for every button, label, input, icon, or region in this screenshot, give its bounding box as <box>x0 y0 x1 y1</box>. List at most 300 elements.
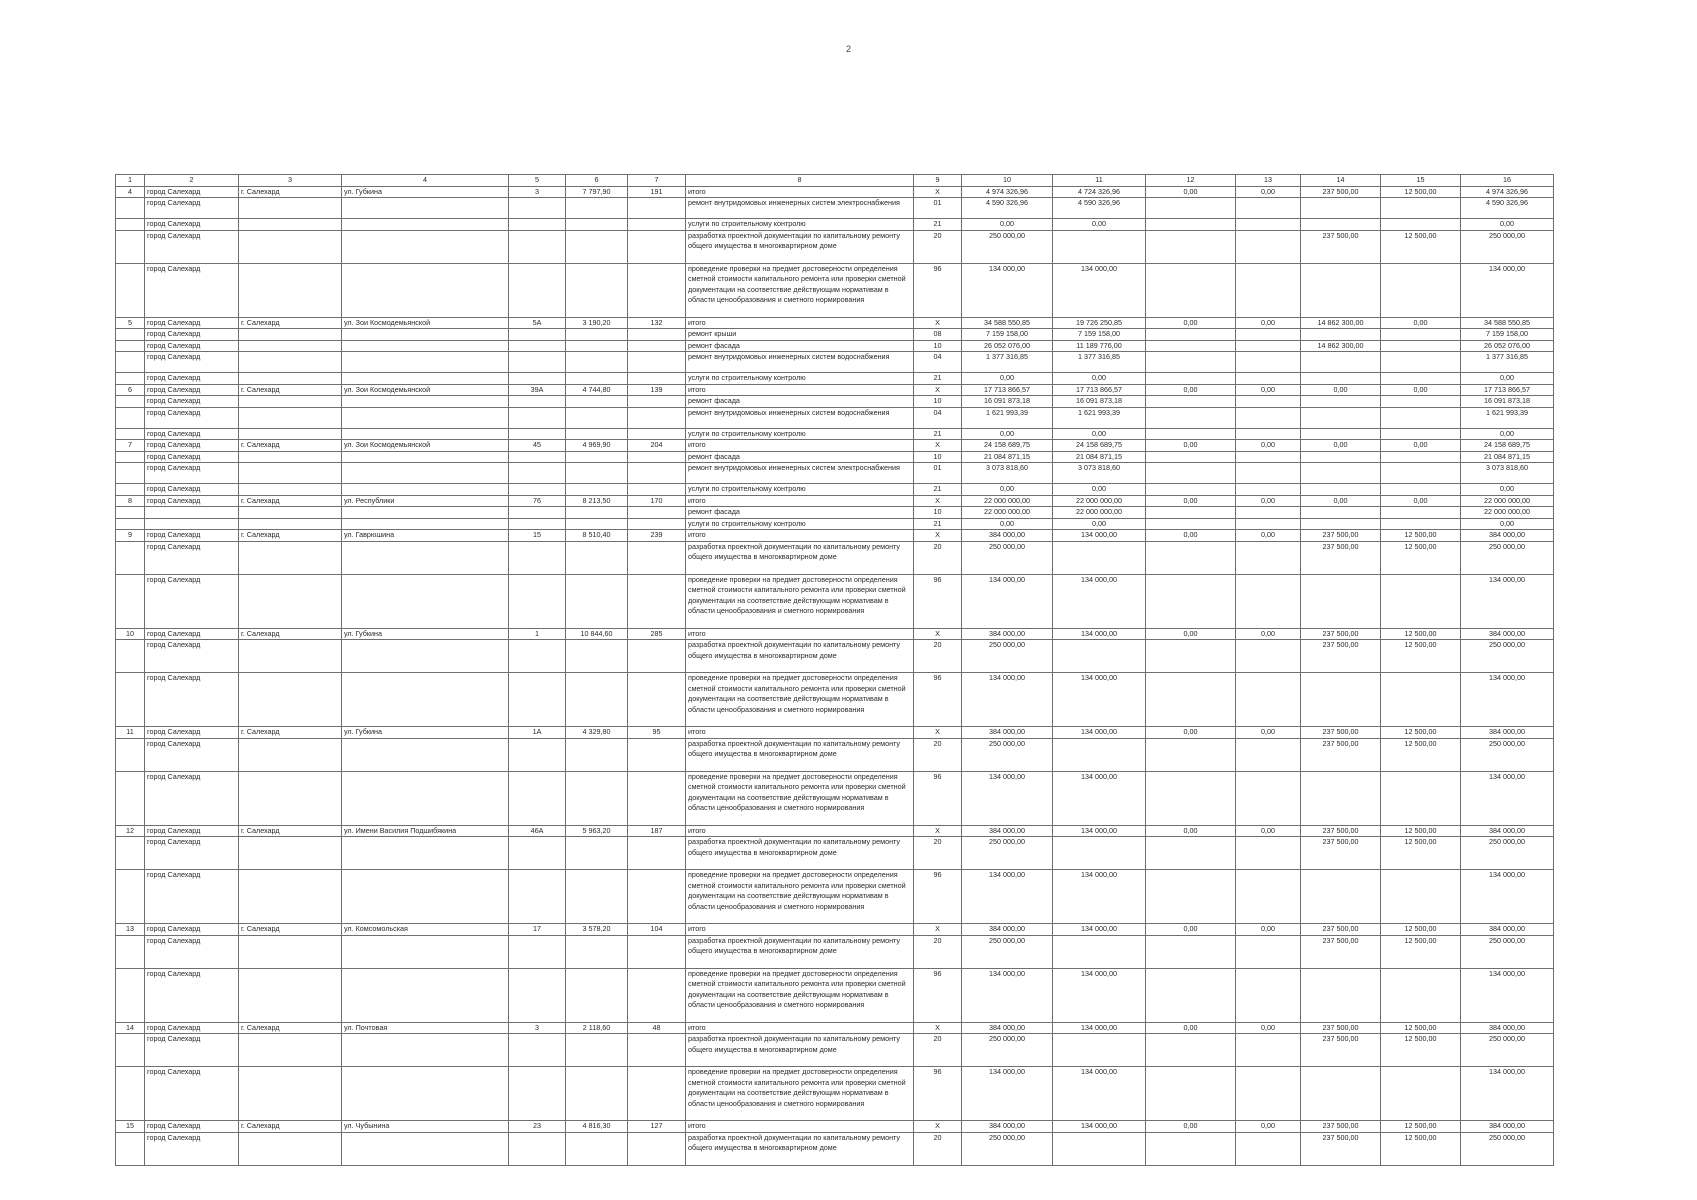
cell-total-cost: 134 000,00 <box>962 968 1053 1022</box>
cell-total-sum: 250 000,00 <box>1461 935 1554 968</box>
cell-budget-ao <box>1146 738 1236 771</box>
cell-municipality: город Салехард <box>145 1034 239 1067</box>
cell-house-number <box>509 541 566 574</box>
cell-work-code: 96 <box>914 1067 962 1121</box>
cell-budget-ao: 0,00 <box>1146 317 1236 329</box>
cell-settlement <box>239 230 342 263</box>
cell-budget-local <box>1236 428 1301 440</box>
cell-municipality: город Салехард <box>145 428 239 440</box>
cell-total-cost: 134 000,00 <box>962 673 1053 727</box>
cell-total-cost: 250 000,00 <box>962 837 1053 870</box>
cell-budget-local <box>1236 507 1301 519</box>
table-row <box>116 507 1554 519</box>
cell-work-type: ремонт фасада <box>686 340 914 352</box>
cell-owners-funds: 237 500,00 <box>1301 186 1381 198</box>
cell-work-type: проведение проверки на предмет достоверности определения сметной стоимости капитального ремонта или проверки сметной документации на соответствие действующим нормативам в области ценообразования и сметного нормирования <box>686 771 914 825</box>
cell-fund-cost: 0,00 <box>1053 484 1146 496</box>
header-cell: 12 <box>1146 175 1236 187</box>
cell-total-sum: 384 000,00 <box>1461 530 1554 542</box>
cell-work-code: X <box>914 530 962 542</box>
cell-total-cost: 7 159 158,00 <box>962 329 1053 341</box>
cell-house-number: 45 <box>509 440 566 452</box>
cell-residents: 191 <box>628 186 686 198</box>
cell-other-funds: 12 500,00 <box>1381 837 1461 870</box>
cell-total-sum: 16 091 873,18 <box>1461 396 1554 408</box>
cell-work-type: итого <box>686 495 914 507</box>
cell-work-code: 21 <box>914 518 962 530</box>
cell-work-code: X <box>914 628 962 640</box>
cell-area: 8 213,50 <box>566 495 628 507</box>
cell-row-number: 5 <box>116 317 145 329</box>
cell-house-number <box>509 219 566 231</box>
table-row <box>116 924 1554 936</box>
header-cell: 14 <box>1301 175 1381 187</box>
cell-work-type: проведение проверки на предмет достоверности определения сметной стоимости капитального ремонта или проверки сметной документации на соответствие действующим нормативам в области ценообразования и сметного нормирования <box>686 968 914 1022</box>
cell-street: ул. Чубынина <box>342 1121 509 1133</box>
cell-owners-funds: 14 862 300,00 <box>1301 340 1381 352</box>
cell-other-funds <box>1381 198 1461 219</box>
cell-total-cost: 384 000,00 <box>962 825 1053 837</box>
cell-residents <box>628 396 686 408</box>
cell-budget-ao: 0,00 <box>1146 384 1236 396</box>
cell-fund-cost: 134 000,00 <box>1053 628 1146 640</box>
cell-budget-local <box>1236 198 1301 219</box>
cell-work-type: разработка проектной документации по капитальному ремонту общего имущества в многоквартирном доме <box>686 837 914 870</box>
cell-budget-ao <box>1146 340 1236 352</box>
cell-residents <box>628 935 686 968</box>
cell-total-sum: 134 000,00 <box>1461 673 1554 727</box>
page-number: 2 <box>845 44 851 54</box>
cell-house-number <box>509 263 566 317</box>
cell-house-number <box>509 837 566 870</box>
cell-other-funds: 12 500,00 <box>1381 727 1461 739</box>
cell-settlement: г. Салехард <box>239 1022 342 1034</box>
cell-budget-local: 0,00 <box>1236 317 1301 329</box>
cell-total-sum: 0,00 <box>1461 373 1554 385</box>
cell-total-sum: 21 084 871,15 <box>1461 451 1554 463</box>
cell-row-number <box>116 640 145 673</box>
cell-area <box>566 541 628 574</box>
cell-work-type: проведение проверки на предмет достоверности определения сметной стоимости капитального ремонта или проверки сметной документации на соответствие действующим нормативам в области ценообразования и сметного нормирования <box>686 1067 914 1121</box>
cell-fund-cost: 19 726 250,85 <box>1053 317 1146 329</box>
cell-owners-funds <box>1301 329 1381 341</box>
header-cell: 4 <box>342 175 509 187</box>
cell-owners-funds: 237 500,00 <box>1301 727 1381 739</box>
cell-total-cost: 0,00 <box>962 518 1053 530</box>
cell-settlement <box>239 541 342 574</box>
cell-municipality: город Салехард <box>145 673 239 727</box>
cell-other-funds: 12 500,00 <box>1381 186 1461 198</box>
cell-total-sum: 17 713 866,57 <box>1461 384 1554 396</box>
cell-settlement <box>239 407 342 428</box>
cell-municipality: город Салехард <box>145 1132 239 1165</box>
cell-total-sum: 134 000,00 <box>1461 263 1554 317</box>
cell-residents <box>628 673 686 727</box>
cell-budget-ao <box>1146 463 1236 484</box>
table-row <box>116 484 1554 496</box>
cell-row-number <box>116 935 145 968</box>
cell-budget-local: 0,00 <box>1236 628 1301 640</box>
cell-residents: 104 <box>628 924 686 936</box>
cell-street <box>342 968 509 1022</box>
cell-budget-ao: 0,00 <box>1146 530 1236 542</box>
cell-budget-local <box>1236 407 1301 428</box>
cell-street <box>342 837 509 870</box>
cell-fund-cost: 134 000,00 <box>1053 727 1146 739</box>
cell-work-type: разработка проектной документации по капитальному ремонту общего имущества в многоквартирном доме <box>686 1034 914 1067</box>
cell-fund-cost: 21 084 871,15 <box>1053 451 1146 463</box>
cell-total-cost: 384 000,00 <box>962 1121 1053 1133</box>
cell-other-funds <box>1381 968 1461 1022</box>
cell-total-sum: 384 000,00 <box>1461 628 1554 640</box>
cell-work-type: итого <box>686 440 914 452</box>
cell-area <box>566 396 628 408</box>
table-row <box>116 870 1554 924</box>
cell-work-code: X <box>914 825 962 837</box>
cell-house-number <box>509 1034 566 1067</box>
cell-row-number <box>116 219 145 231</box>
cell-budget-ao <box>1146 407 1236 428</box>
cell-municipality: город Салехард <box>145 727 239 739</box>
cell-settlement <box>239 574 342 628</box>
cell-municipality: город Салехард <box>145 384 239 396</box>
cell-municipality: город Салехард <box>145 340 239 352</box>
cell-row-number <box>116 541 145 574</box>
cell-residents: 127 <box>628 1121 686 1133</box>
cell-settlement <box>239 329 342 341</box>
cell-street <box>342 507 509 519</box>
cell-street: ул. Зои Космодемьянской <box>342 384 509 396</box>
cell-owners-funds <box>1301 507 1381 519</box>
cell-area: 7 797,90 <box>566 186 628 198</box>
cell-settlement: г. Салехард <box>239 186 342 198</box>
cell-budget-ao <box>1146 1132 1236 1165</box>
cell-area <box>566 484 628 496</box>
cell-residents <box>628 968 686 1022</box>
cell-budget-local <box>1236 968 1301 1022</box>
table-row <box>116 186 1554 198</box>
cell-municipality: город Салехард <box>145 1121 239 1133</box>
cell-street: ул. Гаврюшина <box>342 530 509 542</box>
cell-other-funds: 0,00 <box>1381 495 1461 507</box>
cell-row-number <box>116 673 145 727</box>
cell-work-code: 20 <box>914 541 962 574</box>
cell-area <box>566 428 628 440</box>
cell-house-number <box>509 771 566 825</box>
cell-street <box>342 463 509 484</box>
cell-work-type: ремонт фасада <box>686 451 914 463</box>
cell-house-number <box>509 451 566 463</box>
cell-fund-cost: 0,00 <box>1053 219 1146 231</box>
capital-repair-table <box>115 174 1554 1166</box>
cell-total-cost: 1 377 316,85 <box>962 352 1053 373</box>
cell-budget-local <box>1236 352 1301 373</box>
cell-settlement <box>239 738 342 771</box>
cell-budget-local <box>1236 396 1301 408</box>
cell-area <box>566 1067 628 1121</box>
cell-house-number <box>509 198 566 219</box>
cell-work-code: 04 <box>914 352 962 373</box>
cell-budget-ao <box>1146 771 1236 825</box>
cell-owners-funds <box>1301 451 1381 463</box>
cell-budget-local <box>1236 219 1301 231</box>
cell-settlement: г. Салехард <box>239 317 342 329</box>
cell-municipality: город Салехард <box>145 186 239 198</box>
cell-other-funds <box>1381 340 1461 352</box>
cell-house-number <box>509 1067 566 1121</box>
cell-settlement <box>239 428 342 440</box>
cell-other-funds <box>1381 507 1461 519</box>
header-cell: 15 <box>1381 175 1461 187</box>
cell-total-cost: 4 974 326,96 <box>962 186 1053 198</box>
cell-owners-funds <box>1301 396 1381 408</box>
cell-owners-funds: 0,00 <box>1301 440 1381 452</box>
table-row <box>116 1067 1554 1121</box>
cell-street: ул. Имени Василия Подшибякина <box>342 825 509 837</box>
cell-budget-ao <box>1146 673 1236 727</box>
cell-work-code: X <box>914 186 962 198</box>
cell-house-number <box>509 1132 566 1165</box>
cell-budget-ao: 0,00 <box>1146 186 1236 198</box>
cell-street <box>342 230 509 263</box>
cell-municipality: город Салехард <box>145 541 239 574</box>
cell-budget-local <box>1236 640 1301 673</box>
cell-work-code: 01 <box>914 198 962 219</box>
cell-residents: 239 <box>628 530 686 542</box>
cell-fund-cost: 22 000 000,00 <box>1053 495 1146 507</box>
cell-total-cost: 16 091 873,18 <box>962 396 1053 408</box>
cell-house-number <box>509 870 566 924</box>
cell-fund-cost: 11 189 776,00 <box>1053 340 1146 352</box>
cell-house-number <box>509 935 566 968</box>
cell-fund-cost: 24 158 689,75 <box>1053 440 1146 452</box>
cell-row-number <box>116 329 145 341</box>
cell-total-sum: 250 000,00 <box>1461 640 1554 673</box>
cell-other-funds: 0,00 <box>1381 317 1461 329</box>
cell-budget-ao <box>1146 518 1236 530</box>
cell-other-funds: 0,00 <box>1381 384 1461 396</box>
cell-owners-funds <box>1301 428 1381 440</box>
cell-house-number <box>509 230 566 263</box>
cell-area <box>566 373 628 385</box>
cell-budget-local <box>1236 340 1301 352</box>
cell-street: ул. Зои Космодемьянской <box>342 440 509 452</box>
cell-house-number <box>509 738 566 771</box>
cell-owners-funds: 237 500,00 <box>1301 530 1381 542</box>
cell-row-number: 6 <box>116 384 145 396</box>
cell-total-cost: 17 713 866,57 <box>962 384 1053 396</box>
cell-total-sum: 0,00 <box>1461 428 1554 440</box>
cell-total-sum: 3 073 818,60 <box>1461 463 1554 484</box>
cell-work-code: 96 <box>914 673 962 727</box>
cell-settlement <box>239 340 342 352</box>
cell-budget-local: 0,00 <box>1236 825 1301 837</box>
cell-other-funds <box>1381 518 1461 530</box>
cell-residents <box>628 738 686 771</box>
cell-total-cost: 384 000,00 <box>962 628 1053 640</box>
cell-owners-funds: 237 500,00 <box>1301 628 1381 640</box>
cell-total-cost: 250 000,00 <box>962 640 1053 673</box>
cell-municipality: город Салехард <box>145 1022 239 1034</box>
cell-municipality: город Салехард <box>145 317 239 329</box>
cell-street: ул. Почтовая <box>342 1022 509 1034</box>
cell-work-code: 20 <box>914 1132 962 1165</box>
cell-other-funds: 12 500,00 <box>1381 738 1461 771</box>
header-cell: 2 <box>145 175 239 187</box>
cell-residents <box>628 1067 686 1121</box>
cell-settlement <box>239 673 342 727</box>
cell-settlement: г. Салехард <box>239 825 342 837</box>
cell-work-code: 96 <box>914 263 962 317</box>
header-cell: 3 <box>239 175 342 187</box>
cell-area <box>566 1132 628 1165</box>
cell-work-type: итого <box>686 384 914 396</box>
cell-work-type: разработка проектной документации по капитальному ремонту общего имущества в многоквартирном доме <box>686 935 914 968</box>
cell-row-number <box>116 396 145 408</box>
cell-total-sum: 0,00 <box>1461 518 1554 530</box>
cell-fund-cost <box>1053 1034 1146 1067</box>
cell-municipality <box>145 518 239 530</box>
table-row <box>116 825 1554 837</box>
cell-municipality: город Салехард <box>145 825 239 837</box>
cell-total-sum: 22 000 000,00 <box>1461 507 1554 519</box>
cell-settlement <box>239 373 342 385</box>
cell-total-sum: 134 000,00 <box>1461 771 1554 825</box>
cell-work-code: X <box>914 384 962 396</box>
cell-work-type: итого <box>686 1121 914 1133</box>
cell-fund-cost <box>1053 738 1146 771</box>
cell-total-cost: 384 000,00 <box>962 530 1053 542</box>
cell-row-number <box>116 263 145 317</box>
cell-total-cost: 250 000,00 <box>962 1034 1053 1067</box>
cell-total-sum: 384 000,00 <box>1461 825 1554 837</box>
cell-row-number <box>116 428 145 440</box>
cell-total-sum: 250 000,00 <box>1461 1034 1554 1067</box>
cell-work-code: 01 <box>914 463 962 484</box>
cell-total-sum: 24 158 689,75 <box>1461 440 1554 452</box>
cell-total-cost: 250 000,00 <box>962 935 1053 968</box>
cell-residents: 170 <box>628 495 686 507</box>
cell-other-funds <box>1381 574 1461 628</box>
cell-residents <box>628 263 686 317</box>
table-row <box>116 495 1554 507</box>
cell-area <box>566 935 628 968</box>
cell-work-type: ремонт внутридомовых инженерных систем водоснабжения <box>686 352 914 373</box>
cell-municipality: город Салехард <box>145 530 239 542</box>
cell-house-number <box>509 407 566 428</box>
cell-other-funds <box>1381 870 1461 924</box>
cell-owners-funds <box>1301 1067 1381 1121</box>
cell-street <box>342 484 509 496</box>
cell-work-code: 96 <box>914 574 962 628</box>
cell-area: 4 744,80 <box>566 384 628 396</box>
cell-residents <box>628 373 686 385</box>
cell-budget-local <box>1236 738 1301 771</box>
cell-work-type: ремонт крыши <box>686 329 914 341</box>
cell-budget-ao <box>1146 230 1236 263</box>
cell-settlement <box>239 463 342 484</box>
cell-street <box>342 574 509 628</box>
cell-budget-ao: 0,00 <box>1146 1121 1236 1133</box>
cell-total-sum: 1 377 316,85 <box>1461 352 1554 373</box>
cell-owners-funds <box>1301 198 1381 219</box>
cell-other-funds <box>1381 673 1461 727</box>
cell-residents: 132 <box>628 317 686 329</box>
cell-fund-cost: 0,00 <box>1053 518 1146 530</box>
cell-budget-ao: 0,00 <box>1146 440 1236 452</box>
cell-row-number <box>116 837 145 870</box>
cell-total-cost: 134 000,00 <box>962 870 1053 924</box>
cell-work-type: ремонт внутридомовых инженерных систем электроснабжения <box>686 198 914 219</box>
cell-budget-local <box>1236 541 1301 574</box>
cell-house-number <box>509 968 566 1022</box>
cell-settlement <box>239 263 342 317</box>
table-row <box>116 198 1554 219</box>
cell-municipality: город Салехард <box>145 628 239 640</box>
cell-row-number: 14 <box>116 1022 145 1034</box>
cell-street <box>342 428 509 440</box>
cell-residents <box>628 518 686 530</box>
table-row <box>116 1034 1554 1067</box>
cell-municipality: город Салехард <box>145 263 239 317</box>
cell-area <box>566 329 628 341</box>
cell-settlement: г. Салехард <box>239 1121 342 1133</box>
cell-budget-local: 0,00 <box>1236 186 1301 198</box>
cell-total-sum: 384 000,00 <box>1461 1121 1554 1133</box>
cell-settlement <box>239 518 342 530</box>
cell-work-type: разработка проектной документации по капитальному ремонту общего имущества в многоквартирном доме <box>686 541 914 574</box>
cell-work-type: разработка проектной документации по капитальному ремонту общего имущества в многоквартирном доме <box>686 230 914 263</box>
cell-total-cost: 4 590 326,96 <box>962 198 1053 219</box>
cell-work-code: X <box>914 1022 962 1034</box>
cell-settlement <box>239 870 342 924</box>
cell-work-type: ремонт внутридомовых инженерных систем водоснабжения <box>686 407 914 428</box>
cell-work-type: итого <box>686 924 914 936</box>
cell-municipality: город Салехард <box>145 771 239 825</box>
cell-settlement <box>239 396 342 408</box>
table-row <box>116 628 1554 640</box>
cell-total-cost: 250 000,00 <box>962 541 1053 574</box>
cell-residents <box>628 1034 686 1067</box>
cell-street <box>342 263 509 317</box>
cell-budget-ao <box>1146 352 1236 373</box>
cell-row-number <box>116 352 145 373</box>
cell-fund-cost: 134 000,00 <box>1053 673 1146 727</box>
cell-work-type: услуги по строительному контролю <box>686 428 914 440</box>
cell-total-cost: 1 621 993,39 <box>962 407 1053 428</box>
cell-owners-funds: 0,00 <box>1301 495 1381 507</box>
cell-municipality: город Салехард <box>145 407 239 428</box>
cell-work-type: ремонт фасада <box>686 507 914 519</box>
cell-other-funds: 12 500,00 <box>1381 541 1461 574</box>
cell-owners-funds: 237 500,00 <box>1301 837 1381 870</box>
cell-house-number <box>509 428 566 440</box>
cell-total-sum: 0,00 <box>1461 484 1554 496</box>
cell-residents <box>628 407 686 428</box>
cell-residents <box>628 1132 686 1165</box>
cell-work-code: 20 <box>914 1034 962 1067</box>
cell-other-funds: 12 500,00 <box>1381 1121 1461 1133</box>
cell-municipality: город Салехард <box>145 1067 239 1121</box>
cell-residents <box>628 352 686 373</box>
cell-total-cost: 0,00 <box>962 219 1053 231</box>
cell-house-number <box>509 340 566 352</box>
cell-other-funds <box>1381 484 1461 496</box>
cell-area: 10 844,60 <box>566 628 628 640</box>
cell-budget-ao <box>1146 541 1236 574</box>
cell-settlement <box>239 484 342 496</box>
cell-street <box>342 518 509 530</box>
